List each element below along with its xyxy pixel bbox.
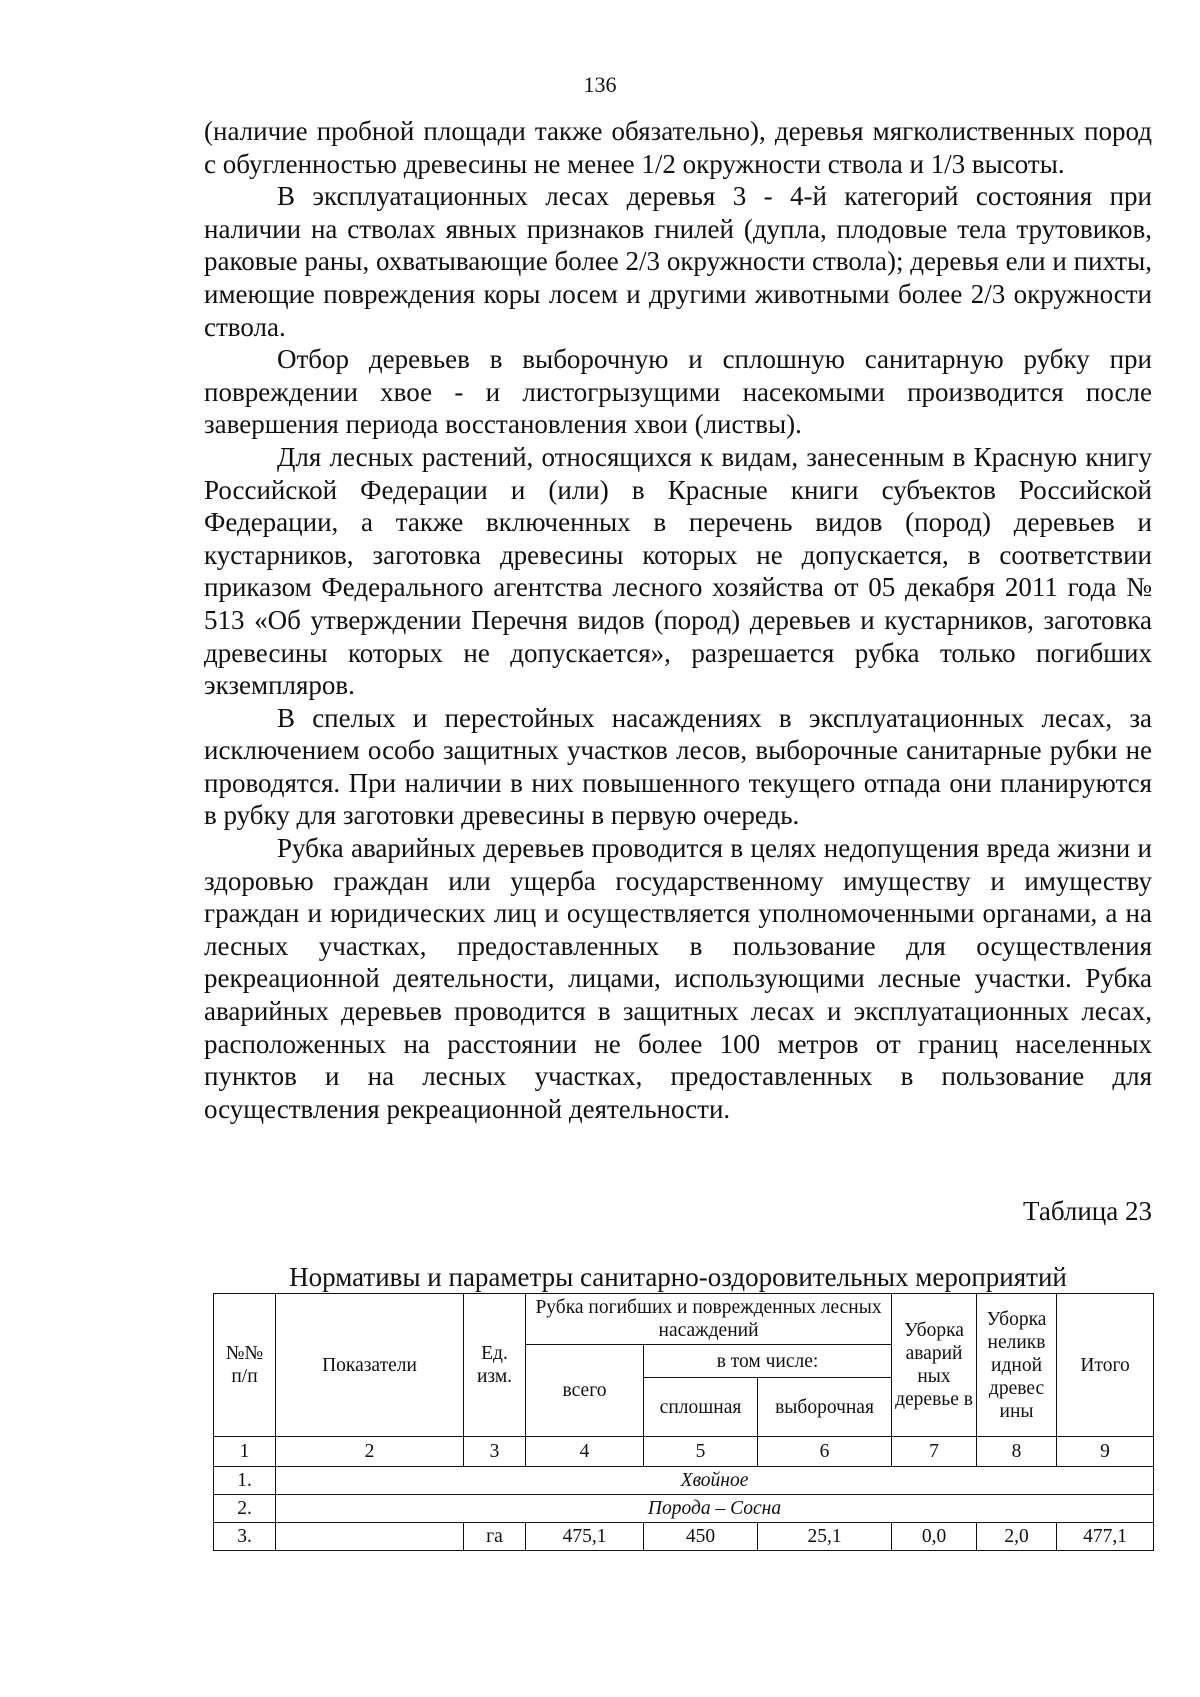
header-selective: выборочная (758, 1378, 892, 1437)
row-selective: 25,1 (758, 1523, 892, 1551)
paragraph: В эксплуатационных лесах деревья 3 - 4-й категорий состояния при наличии на стволах явных признаков гнилей (дупла, плодовые тела трутовиков, раковые раны, охватывающие более 2/3 окружности ствола); деревья ели и пихты, имеющие повреждения коры лосем и другими животными более 2/3 окружности ствола. (204, 181, 1152, 342)
row-indicator (276, 1523, 464, 1551)
column-number: 4 (526, 1437, 644, 1467)
table-title: Нормативы и параметры санитарно-оздоровительных мероприятий (289, 1262, 1067, 1292)
row-unit: га (464, 1523, 526, 1551)
table-caption: Таблица 23 (1023, 1196, 1152, 1226)
row-nonliquid: 2,0 (977, 1523, 1057, 1551)
paragraph: Отбор деревьев в выборочную и сплошную санитарную рубку при повреждении хвое - и листогрызущими насекомыми производится после завершения периода восстановления хвои (листвы). (204, 344, 1152, 440)
row-emergency: 0,0 (892, 1523, 977, 1551)
column-number: 5 (644, 1437, 758, 1467)
body-text (204, 115, 1152, 1125)
header-num: №№ п/п (214, 1294, 276, 1437)
column-number: 7 (892, 1437, 977, 1467)
paragraph: (наличие пробной площади также обязательно), деревья мягколиственных пород с обугленностью древесины не менее 1/2 окружности ствола и 1/3 высоты. (204, 116, 1152, 179)
paragraph: В спелых и перестойных насаждениях в эксплуатационных лесах, за исключением особо защитных участков лесов, выборочные санитарные рубки не проводятся. При наличии в них повышенного текущего отпада они планируются в рубку для заготовки древесины в первую очередь. (204, 702, 1152, 831)
header-felling-group: Рубка погибших и поврежденных лесных насаждений (526, 1294, 892, 1345)
row-num: 1. (214, 1467, 276, 1495)
page-number: 136 (583, 72, 617, 97)
table-row (214, 1523, 1154, 1551)
row-total-all: 475,1 (526, 1523, 644, 1551)
row-group-label: Хвойное (276, 1467, 1154, 1495)
column-number: 1 (214, 1437, 276, 1467)
row-clear: 450 (644, 1523, 758, 1551)
row-num: 2. (214, 1495, 276, 1523)
header-clear: сплошная (644, 1378, 758, 1437)
row-group-label: Порода – Сосна (276, 1495, 1154, 1523)
column-number: 6 (758, 1437, 892, 1467)
column-number: 3 (464, 1437, 526, 1467)
column-number: 8 (977, 1437, 1057, 1467)
header-total: Итого (1057, 1294, 1154, 1437)
paragraph: Рубка аварийных деревьев проводится в целях недопущения вреда жизни и здоровью граждан или ущерба государственному имуществу и имуществу граждан и юридических лиц и осуществляется уполномоченными органами, а на лесных участках, предоставленных в пользование для осуществления рекреационной деятельности, лицами, использующими лесные участки. Рубка аварийных деревьев проводится в защитных лесах и эксплуатационных лесах, расположенных на расстоянии не более 100 метров от границ населенных пунктов и на лесных участках, предоставленных в пользование для осуществления рекреационной деятельности. (204, 833, 1152, 1124)
table-row (214, 1495, 1154, 1523)
header-total-all: всего (526, 1345, 644, 1437)
column-number: 2 (276, 1437, 464, 1467)
table-row (214, 1467, 1154, 1495)
row-num: 3. (214, 1523, 276, 1551)
header-indicator: Показатели (276, 1294, 464, 1437)
header-including: в том числе: (644, 1345, 892, 1378)
norms-table (213, 1293, 1154, 1551)
header-nonliquid: Уборка неликв идной древес ины (977, 1294, 1057, 1437)
row-total: 477,1 (1057, 1523, 1154, 1551)
column-number: 9 (1057, 1437, 1154, 1467)
header-unit: Ед. изм. (464, 1294, 526, 1437)
header-emergency: Уборка аварий ных деревье в (892, 1294, 977, 1437)
paragraph: Для лесных растений, относящихся к видам, занесенным в Красную книгу Российской Федерации и (или) в Красные книги субъектов Российской Федерации, а также включенных в перечень видов (пород) деревьев и кустарников, заготовка древесины которых не допускается, в соответствии приказом Федерального агентства лесного хозяйства от 05 декабря 2011 года № 513 «Об утверждении Перечня видов (пород) деревьев и кустарников, заготовка древесины которых не допускается», разрешается рубка только погибших экземпляров. (204, 441, 1152, 701)
